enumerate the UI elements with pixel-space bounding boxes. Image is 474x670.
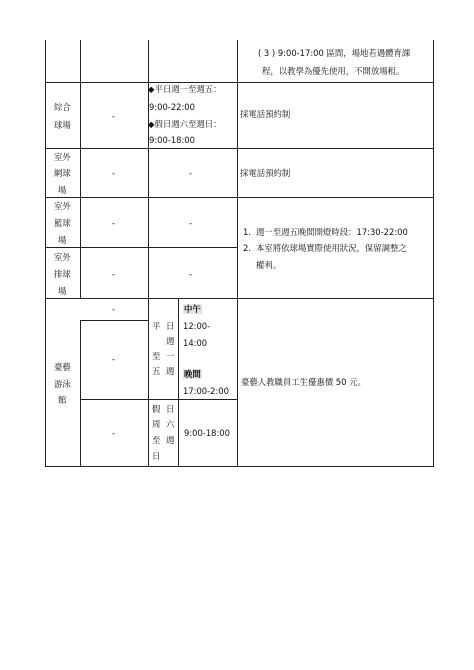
pool-weekend-char-3: 周	[152, 419, 161, 429]
volleyball-col2-dash: -	[112, 269, 116, 279]
pool-dash-b: -	[112, 354, 116, 364]
pool-evening-time: 17:00-2:00	[183, 386, 229, 396]
pool-name-line-2: 游泳	[54, 379, 71, 389]
tennis-col3-dash: -	[189, 168, 193, 178]
col-line-4	[237, 40, 238, 466]
pool-weekend-char-4: 六	[166, 419, 175, 429]
pool-weekday-char-6: 週	[166, 366, 175, 376]
volleyball-name-line-1: 室外	[54, 252, 71, 262]
row-line-5	[45, 298, 434, 299]
pool-weekend-char-7: 日	[152, 451, 161, 461]
col-line-right	[433, 40, 434, 466]
gym-name-line-2: 球場	[54, 120, 71, 130]
shared-note-item-2-line-1: 本室將依球場實際使用狀況，保留調整之	[256, 243, 407, 253]
row-line-1	[45, 82, 434, 83]
shared-note-item-2-line-2: 權利。	[256, 260, 282, 270]
pool-note: 臺藝人教職員工生優惠價 50 元。	[241, 377, 366, 387]
basketball-name-line-1: 室外	[54, 201, 71, 211]
gym-weekday-time: 9:00-22:00	[149, 102, 195, 112]
shared-note-number-2: 2.	[243, 243, 251, 253]
pool-noon-time-2: 14:00	[183, 338, 208, 348]
pool-col-line-b	[178, 298, 179, 466]
tennis-name-line-2: 網球	[54, 168, 71, 178]
pool-weekday-char-3: 週	[166, 336, 175, 346]
pool-dash-c: -	[112, 428, 116, 438]
pool-row-line-2	[80, 399, 238, 400]
volleyball-name-line-2: 排球	[54, 269, 71, 279]
basketball-name-line-2: 籃球	[54, 218, 71, 228]
table-bottom-line	[45, 466, 434, 467]
pool-weekday-char-1: 平	[152, 321, 161, 331]
gym-name-line-1: 綜合	[54, 102, 71, 112]
tennis-name-line-3: 場	[58, 185, 67, 195]
row-line-4a	[45, 247, 238, 248]
pool-evening-label: 晚間	[184, 369, 201, 379]
pool-weekday-char-2: 日	[166, 321, 175, 331]
shared-note-item-1: 週一至週五晚間開燈時段：17:30-22:00	[256, 227, 408, 237]
top-note-line-1: ( 3 ) 9:00-17:00 區間，場地若遇體育課	[258, 48, 411, 58]
basketball-name-line-3: 場	[58, 235, 67, 245]
pool-dash-a: -	[112, 304, 116, 314]
basketball-col2-dash: -	[112, 218, 116, 228]
gym-weekend-time: 9:00-18:00	[149, 135, 195, 145]
row-line-3	[45, 197, 434, 198]
pool-weekend-char-5: 至	[152, 435, 161, 445]
tennis-note: 採電話預約制	[240, 168, 291, 178]
row-line-2	[45, 148, 434, 149]
pool-weekend-char-1: 假	[152, 404, 161, 414]
pool-col-line-a	[80, 320, 81, 466]
col-line-left	[45, 40, 46, 466]
pool-name-line-1: 臺藝	[54, 362, 71, 372]
volleyball-name-line-3: 場	[58, 286, 67, 296]
pool-weekday-char-4: 一	[166, 351, 175, 361]
pool-name-line-3: 館	[58, 395, 67, 405]
pool-weekday-char-7: 五	[152, 366, 161, 376]
pool-weekend-time: 9:00-18:00	[184, 428, 230, 438]
pool-noon-time-1: 12:00-	[183, 321, 211, 331]
col-line-2	[80, 40, 81, 298]
shared-note-number-1: 1.	[243, 227, 251, 237]
volleyball-col3-dash: -	[189, 269, 193, 279]
gym-weekend-label: ◆假日週六至週日：	[148, 119, 222, 129]
gym-col2-dash: -	[112, 111, 116, 121]
pool-noon-label: 中午	[184, 304, 201, 314]
pool-weekday-char-5: 至	[152, 351, 161, 361]
tennis-name-line-1: 室外	[54, 152, 71, 162]
pool-weekend-char-6: 週	[166, 435, 175, 445]
pool-row-line-1	[80, 320, 149, 321]
gym-weekday-label: ◆平日週一至週五：	[148, 84, 222, 94]
basketball-col3-dash: -	[189, 218, 193, 228]
top-note-line-2: 程，以教學為優先使用，不開放場租。	[262, 66, 405, 76]
tennis-col2-dash: -	[112, 168, 116, 178]
gym-note: 採電話預約制	[240, 109, 291, 119]
pool-weekend-char-2: 日	[166, 404, 175, 414]
